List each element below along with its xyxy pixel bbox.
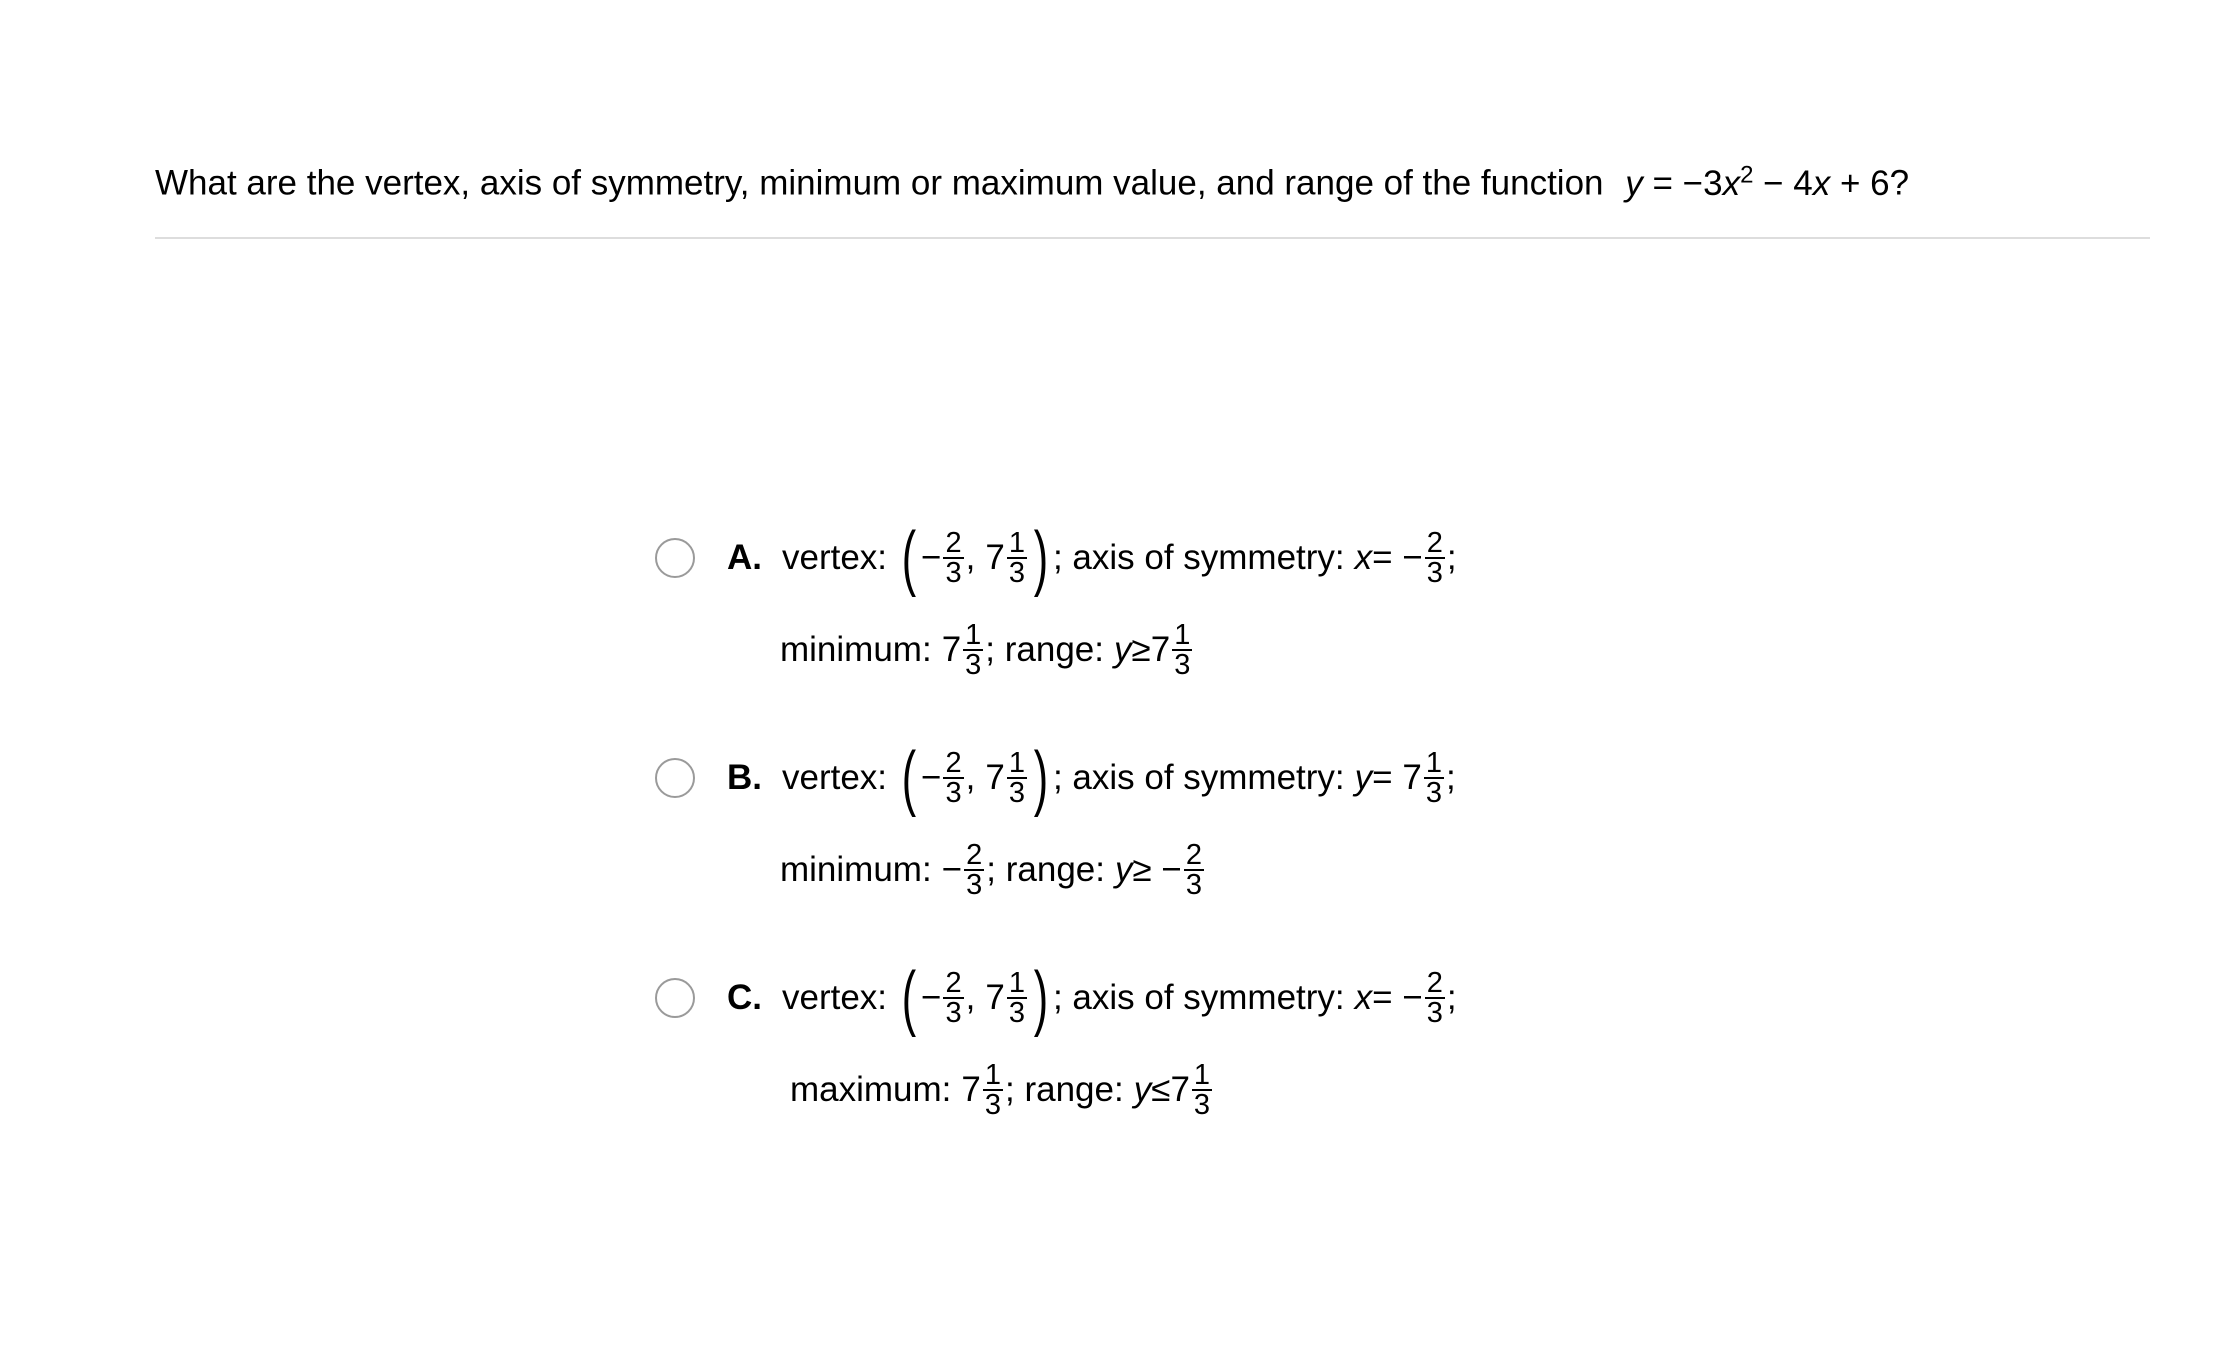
vertex-y-fraction [1007,529,1027,587]
extreme-whole: 7 [941,630,962,669]
vertex-x-sign: − [921,758,942,797]
axis-numerator: 2 [1426,967,1443,999]
range-operator: ≥ − [1132,850,1182,889]
eq-exponent: 2 [1740,161,1754,188]
axis-label: ; axis of symmetry: [1052,538,1345,577]
answer-options [655,520,1855,1180]
extreme-label: minimum: [780,850,932,889]
axis-equals: = − [1372,538,1423,577]
extreme-numerator: 2 [966,839,983,871]
close-paren: ) [1033,738,1049,818]
range-label: ; range: [986,850,1105,889]
range-fraction [1172,621,1192,679]
eq-tail: + 6 [1830,163,1890,203]
function-equation [1625,161,1890,203]
axis-label: ; axis of symmetry: [1052,978,1345,1017]
vertex-comma: , [965,538,976,577]
vertex-x-sign: − [921,978,942,1017]
extreme-denominator: 3 [966,869,983,901]
range-numerator: 1 [1174,619,1191,651]
axis-variable: x [1354,538,1373,577]
option-b-line-1 [727,738,1456,818]
axis-fraction [1425,529,1445,587]
extreme-denominator: 3 [965,649,982,681]
range-operator: ≥ [1131,630,1151,669]
eq-equals: = −3 [1642,163,1723,203]
range-variable: y [1114,850,1133,889]
close-paren: ) [1033,958,1049,1038]
option-c-line-2 [790,1060,1214,1120]
vertex-label: vertex: [782,978,888,1017]
vertex-x-denominator: 3 [945,777,962,809]
option-c[interactable] [655,960,1855,1180]
vertex-y-fraction [1007,749,1027,807]
range-label: ; range: [1005,1070,1124,1109]
option-a-line-1 [727,518,1457,598]
axis-end: ; [1446,978,1457,1017]
axis-equals: = − [1372,978,1423,1017]
question-text [155,150,1909,209]
vertex-label: vertex: [782,758,888,797]
vertex-x-fraction [943,969,963,1027]
option-a[interactable] [655,520,1855,740]
option-b[interactable] [655,740,1855,960]
axis-fraction [1424,749,1444,807]
vertex-x-numerator: 2 [945,967,962,999]
range-label: ; range: [985,630,1104,669]
vertex-y-numerator: 1 [1008,747,1025,779]
axis-equals: = 7 [1372,758,1422,797]
eq-mid: − 4 [1753,163,1813,203]
extreme-sign: − [941,850,963,889]
option-a-line-2 [780,620,1194,680]
axis-numerator: 1 [1425,747,1442,779]
eq-x1: x [1722,163,1741,203]
question-divider [155,237,2150,239]
axis-denominator: 3 [1426,557,1443,589]
range-denominator: 3 [1174,649,1191,681]
vertex-y-numerator: 1 [1008,527,1025,559]
vertex-label: vertex: [782,538,888,577]
extreme-numerator: 1 [984,1059,1002,1091]
vertex-y-numerator: 1 [1008,967,1025,999]
extreme-label: maximum: [790,1070,952,1109]
axis-label: ; axis of symmetry: [1052,758,1345,797]
option-c-radio[interactable] [655,978,695,1018]
vertex-x-sign: − [921,538,942,577]
extreme-fraction [983,1061,1003,1119]
vertex-comma: , [965,758,976,797]
range-variable: y [1133,1070,1152,1109]
extreme-denominator: 3 [984,1089,1002,1121]
vertex-x-fraction [943,749,963,807]
extreme-fraction [963,621,983,679]
axis-variable: x [1354,978,1373,1017]
vertex-y-denominator: 3 [1008,997,1025,1029]
vertex-x-fraction [943,529,963,587]
vertex-y-denominator: 3 [1008,557,1025,589]
vertex-y-denominator: 3 [1008,777,1025,809]
vertex-comma: , [965,978,976,1017]
axis-variable: y [1354,758,1373,797]
close-paren: ) [1033,518,1049,598]
option-a-letter: A. [727,538,762,577]
axis-denominator: 3 [1425,777,1442,809]
open-paren: ( [901,518,917,598]
range-denominator: 3 [1185,869,1202,901]
extreme-fraction [964,841,984,899]
vertex-y-whole: 7 [985,758,1005,797]
vertex-x-denominator: 3 [945,557,962,589]
vertex-x-numerator: 2 [945,747,962,779]
vertex-y-fraction [1007,969,1027,1027]
eq-x2: x [1812,163,1831,203]
range-numerator: 2 [1185,839,1202,871]
range-fraction [1184,841,1204,899]
open-paren: ( [901,958,917,1038]
extreme-label: minimum: [780,630,932,669]
question-prefix: What are the vertex, axis of symmetry, minimum or maximum value, and range of the function [155,163,1604,203]
question-mark: ? [1889,163,1910,203]
option-b-radio[interactable] [655,758,695,798]
range-numerator: 1 [1193,1059,1211,1091]
vertex-y-whole: 7 [985,978,1005,1017]
range-variable: y [1114,630,1132,669]
extreme-numerator: 1 [965,619,982,651]
axis-numerator: 2 [1426,527,1443,559]
range-whole: 7 [1170,1070,1190,1109]
range-operator: ≤ [1151,1070,1171,1109]
option-c-line-1 [727,958,1457,1038]
option-c-letter: C. [727,978,762,1017]
axis-end: ; [1445,758,1456,797]
extreme-whole: 7 [961,1070,981,1109]
option-b-letter: B. [727,758,762,797]
vertex-y-whole: 7 [985,538,1005,577]
open-paren: ( [901,738,917,818]
axis-denominator: 3 [1426,997,1443,1029]
vertex-x-denominator: 3 [945,997,962,1029]
range-whole: 7 [1150,630,1171,669]
option-a-radio[interactable] [655,538,695,578]
vertex-x-numerator: 2 [945,527,962,559]
range-fraction [1192,1061,1212,1119]
axis-end: ; [1446,538,1457,577]
option-b-line-2 [780,840,1206,900]
eq-y: y [1625,163,1643,203]
axis-fraction [1425,969,1445,1027]
range-denominator: 3 [1193,1089,1211,1121]
